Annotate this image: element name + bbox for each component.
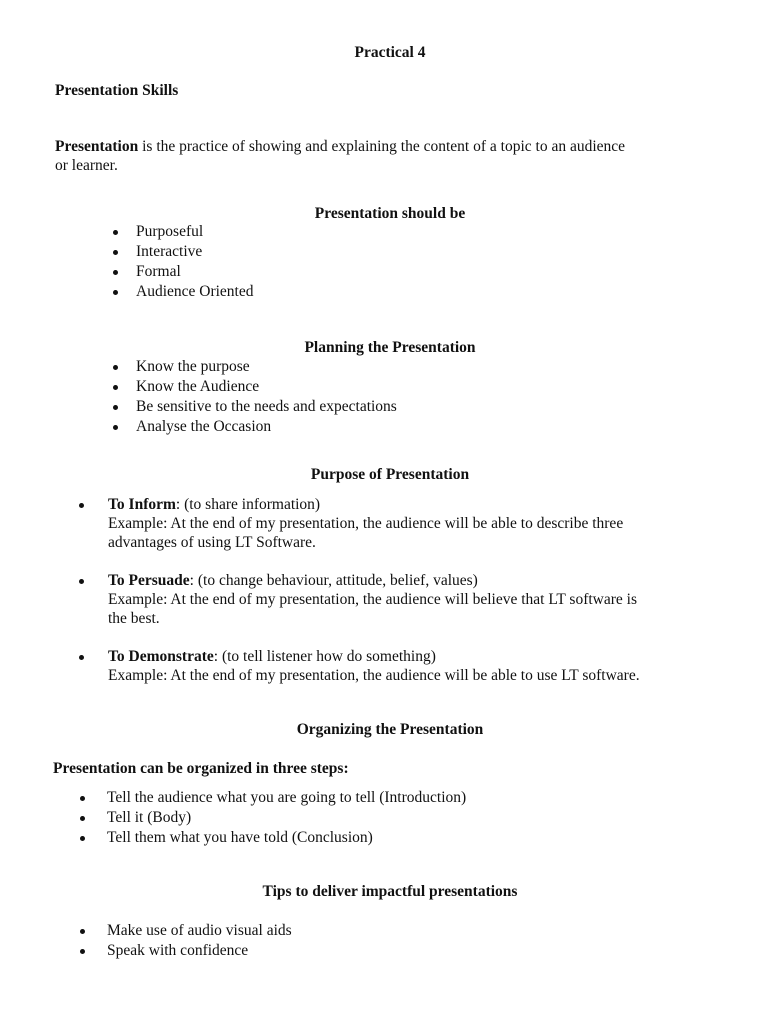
list-item <box>136 417 397 437</box>
list-item <box>136 377 397 397</box>
list-item-text: Purposeful <box>136 223 204 240</box>
list-item-text: Analyse the Occasion <box>136 418 272 435</box>
planning-heading: Planning the Presentation <box>304 339 476 356</box>
purpose-example: Example: At the end of my presentation, the audience will be able to use LT software. <box>108 667 640 684</box>
list-item-text: Audience Oriented <box>136 283 254 300</box>
purpose-example: Example: At the end of my presentation, the audience will be able to describe three <box>108 515 624 532</box>
list-item-text: Tell it (Body) <box>107 809 192 826</box>
list-item <box>107 788 466 808</box>
definition-line2: or learner. <box>55 157 118 174</box>
tips-heading: Tips to deliver impactful presentations <box>262 883 518 900</box>
bullet-icon <box>113 425 118 430</box>
list-item <box>107 828 466 848</box>
purpose-item-persuade <box>108 571 637 628</box>
section-subtitle: Presentation Skills <box>55 82 179 99</box>
purpose-example-cont: advantages of using LT Software. <box>108 534 316 551</box>
bullet-icon <box>80 796 85 801</box>
list-item <box>136 262 254 282</box>
purpose-desc: : (to change behaviour, attitude, belief, values) <box>189 572 478 589</box>
bullet-icon <box>113 385 118 390</box>
bullet-icon <box>80 929 85 934</box>
list-item-text: Tell the audience what you are going to tell (Introduction) <box>107 789 467 806</box>
bullet-icon <box>113 290 118 295</box>
bullet-icon <box>79 579 84 584</box>
list-item <box>136 242 254 262</box>
list-item <box>136 222 254 242</box>
purpose-example-cont: the best. <box>108 610 160 627</box>
list-item <box>107 921 292 941</box>
bullet-icon <box>80 949 85 954</box>
list-item-text: Be sensitive to the needs and expectations <box>136 398 397 415</box>
list-item-text: Tell them what you have told (Conclusion) <box>107 829 373 846</box>
bullet-icon <box>113 270 118 275</box>
bullet-icon <box>80 836 85 841</box>
page-title: Practical 4 <box>354 44 426 61</box>
bullet-icon <box>79 503 84 508</box>
list-item <box>136 357 397 377</box>
purpose-label: To Persuade <box>108 572 190 589</box>
purpose-label: To Demonstrate <box>108 648 214 665</box>
list-item-text: Know the purpose <box>136 358 250 375</box>
purpose-item-inform <box>108 495 623 552</box>
purpose-example: Example: At the end of my presentation, the audience will believe that LT software is <box>108 591 638 608</box>
list-item-text: Know the Audience <box>136 378 260 395</box>
planning-list <box>136 357 397 437</box>
should-be-heading: Presentation should be <box>314 205 466 222</box>
purpose-desc: : (to tell listener how do something) <box>213 648 436 665</box>
purpose-item-demonstrate <box>108 647 640 685</box>
bullet-icon <box>113 230 118 235</box>
definition-line1: is the practice of showing and explaining the content of a topic to an audience <box>138 138 626 155</box>
definition-term: Presentation <box>55 138 139 155</box>
organizing-list <box>107 788 466 848</box>
organizing-subheading: Presentation can be organized in three steps: <box>53 760 349 777</box>
bullet-icon <box>113 365 118 370</box>
bullet-icon <box>79 655 84 660</box>
purpose-label: To Inform <box>108 496 176 513</box>
organizing-heading: Organizing the Presentation <box>296 721 484 738</box>
tips-list <box>107 921 292 961</box>
bullet-icon <box>113 405 118 410</box>
bullet-icon <box>113 250 118 255</box>
definition-paragraph <box>55 137 625 175</box>
list-item <box>107 941 292 961</box>
list-item-text: Make use of audio visual aids <box>107 922 292 939</box>
purpose-heading: Purpose of Presentation <box>310 466 470 483</box>
list-item <box>107 808 466 828</box>
list-item-text: Speak with confidence <box>107 942 249 959</box>
list-item <box>136 282 254 302</box>
list-item <box>136 397 397 417</box>
list-item-text: Interactive <box>136 243 203 260</box>
list-item-text: Formal <box>136 263 181 280</box>
bullet-icon <box>80 816 85 821</box>
purpose-desc: : (to share information) <box>175 496 321 513</box>
should-be-list <box>136 222 254 302</box>
